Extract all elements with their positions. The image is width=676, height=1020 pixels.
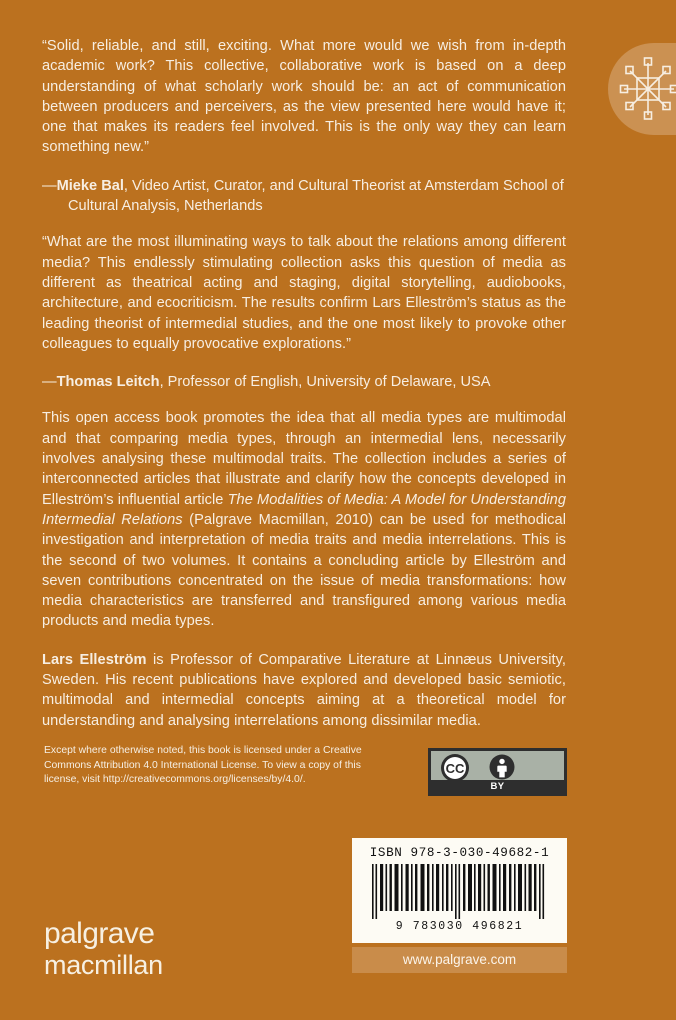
author-name: Lars Elleström	[42, 651, 147, 668]
svg-text:CC: CC	[445, 761, 465, 776]
endorser-name-2: Thomas Leitch	[56, 374, 160, 391]
endorsement-attribution-2	[42, 372, 566, 392]
referenced-article-title: The Modalities of Media: A Model for Understanding Intermedial Relations	[42, 491, 566, 528]
em-dash: —	[42, 177, 57, 194]
author-biography	[42, 650, 566, 731]
barcode-white-box	[352, 838, 567, 943]
cover-text-column	[42, 36, 566, 737]
cc-badge-field	[431, 751, 564, 793]
endorsement-attribution-1	[42, 176, 566, 217]
description-part-2: (Palgrave Macmillan, 2010) can be used for methodical investigation and interpretation of media traits and media interrelations. This is the second of two volumes. It contains a concluding article by Elleström and seven contributions concentrated on the issue of media transformations: how media characteristics are transferred and transfigured among various media products and media types.	[42, 511, 566, 630]
endorser-name-1: Mieke Bal	[56, 177, 124, 194]
creative-commons-icon	[440, 753, 470, 783]
author-bio-text: is Professor of Comparative Literature at Linnæus University, Sweden. His recent publications have explored and developed basic semiotic, multimodal and intermedial concepts aiming at a theoretical model for understanding and analysing interrelations among dissimilar media.	[42, 651, 567, 729]
description-part-1: This open access book promotes the idea that all media types are multimodal and that comparing media types, through an intermedial lens, necessarily involves analysing these multimodal traits. The collection includes a series of interconnected articles that illustrate and clarify how the concepts developed in Elleström’s influential article	[42, 410, 566, 508]
endorsement-quote-1: “Solid, reliable, and still, exciting. What more would we wish from in-depth academic work? This collective, collaborative work is based on a deep understanding of what scholarly work should be: an act of communication between producers and perceivers, as the view presented here would have it; one that makes its readers feel involved. This is the only way they can learn something new.”	[42, 38, 566, 156]
publisher-website-bar: www.palgrave.com	[352, 947, 567, 973]
license-note: Except where otherwise noted, this book is licensed under a Creative Commons Attribution 4.0 International License. To view a copy of this license, visit http://creativecommons.org/licenses/by/4.0/.	[44, 745, 362, 786]
endorser-credentials-1: , Video Artist, Curator, and Cultural Theorist at Amsterdam School of Cultural Analysis, Netherlands	[68, 177, 564, 215]
ean13-bars	[362, 864, 557, 919]
publisher-logo	[44, 918, 244, 984]
isbn-text: ISBN 978-3-030-49682-1	[369, 846, 550, 860]
creative-commons-by-badge	[428, 748, 567, 796]
em-dash: —	[42, 374, 57, 391]
barcode-digits: 9 783030 496821	[395, 920, 524, 933]
barcode-block	[352, 838, 567, 973]
attribution-person-icon	[489, 754, 515, 780]
endorsement-quote-2: “What are the most illuminating ways to talk about the relations among different media? This endlessly stimulating collection asks this question of media as different as theatrical acting and staging, digital storytelling, audiobooks, architecture, and ecocriticism. The results confirm Lars Elleström’s status as the leading theorist of intermedial studies, and the one most likely to provoke other colleagues to equally provocative explorations.”	[42, 234, 566, 352]
cc-by-label: BY	[490, 781, 505, 792]
publisher-logo-line-1: palgrave	[44, 917, 155, 950]
book-description	[42, 408, 566, 631]
open-access-network-icon	[616, 49, 676, 129]
publisher-logo-line-2: macmillan	[44, 950, 163, 980]
endorser-credentials-2: , Professor of English, University of Delaware, USA	[159, 374, 491, 391]
